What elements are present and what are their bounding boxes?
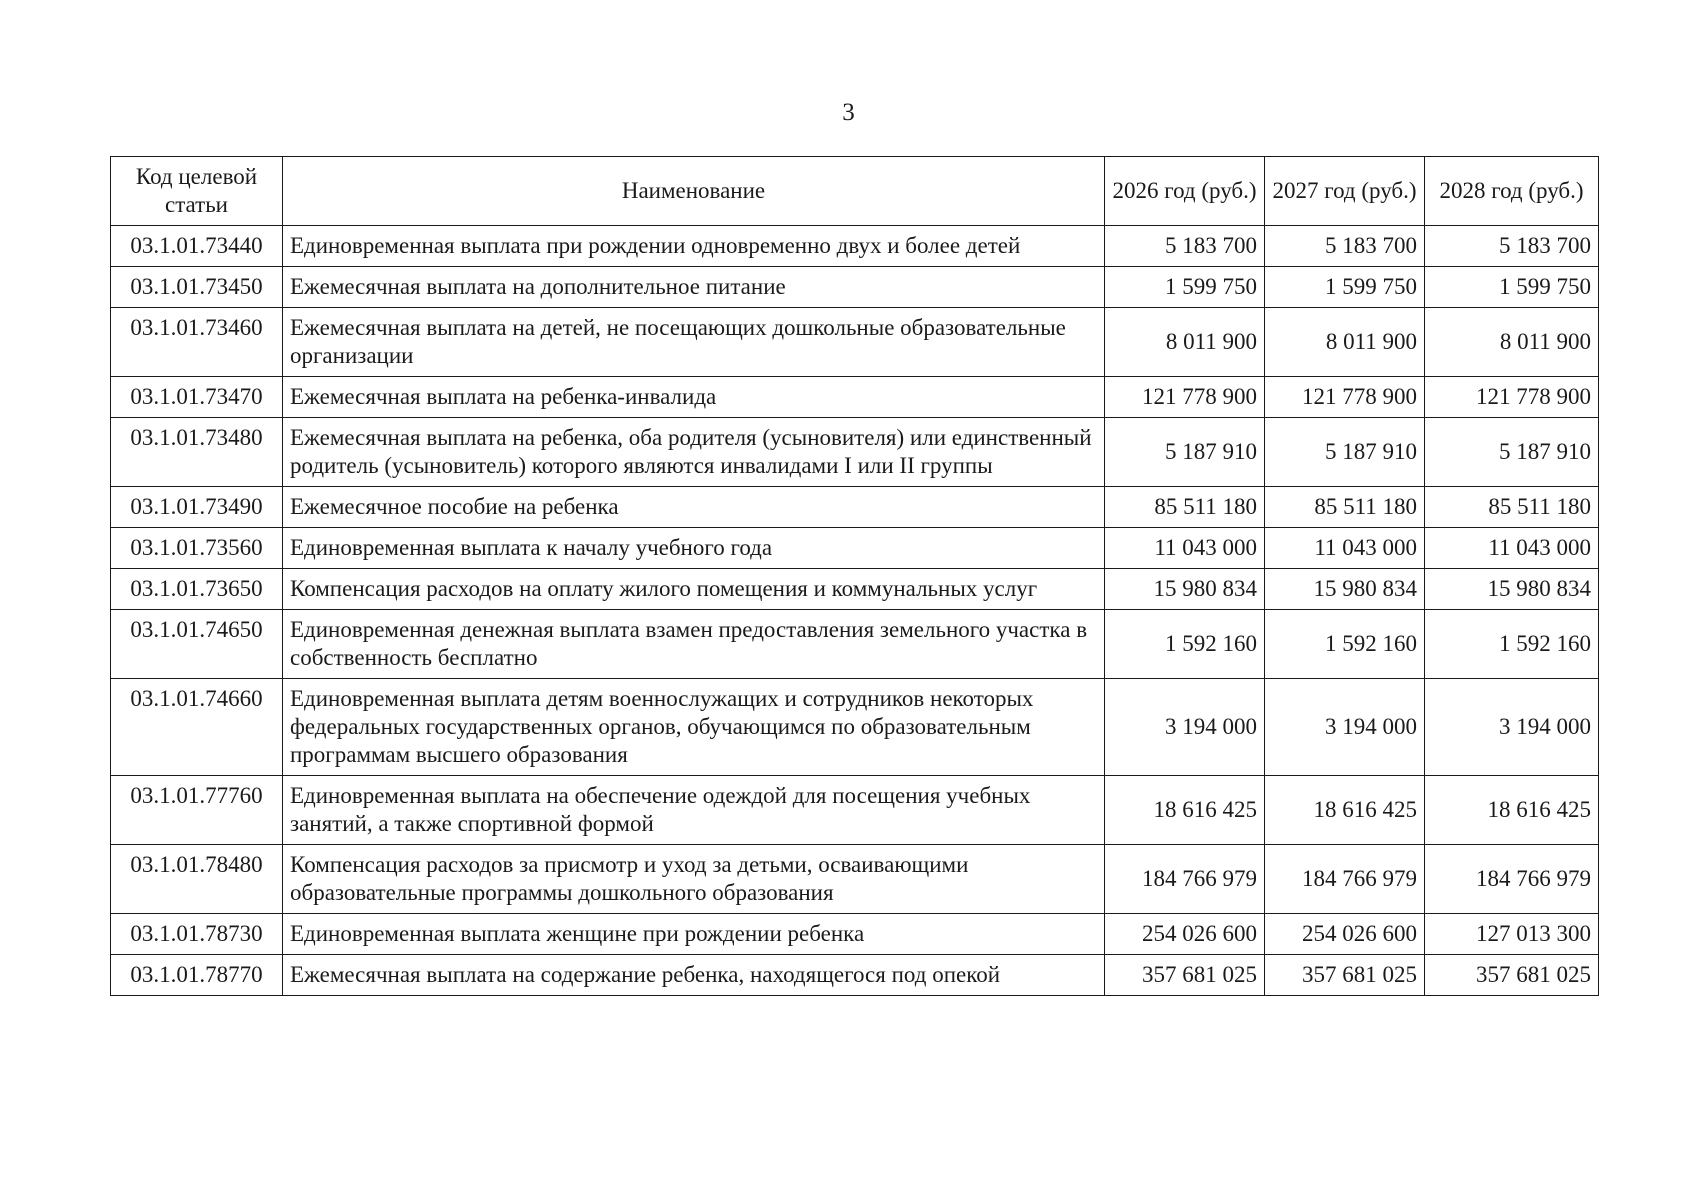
name-cell: Ежемесячная выплата на ребенка-инвалида xyxy=(283,377,1105,418)
amount-2027-cell: 18 616 425 xyxy=(1265,776,1425,845)
amount-2028-cell: 3 194 000 xyxy=(1425,679,1599,776)
table-row xyxy=(111,845,1599,914)
code-cell: 03.1.01.74650 xyxy=(111,610,283,679)
table-row xyxy=(111,955,1599,996)
code-cell: 03.1.01.74660 xyxy=(111,679,283,776)
amount-2028-cell: 11 043 000 xyxy=(1425,528,1599,569)
amount-2028-cell: 18 616 425 xyxy=(1425,776,1599,845)
header-name: Наименование xyxy=(283,157,1105,226)
table-row xyxy=(111,914,1599,955)
code-cell: 03.1.01.73440 xyxy=(111,226,283,267)
amount-2028-cell: 184 766 979 xyxy=(1425,845,1599,914)
table-row xyxy=(111,308,1599,377)
table-row xyxy=(111,487,1599,528)
name-cell: Ежемесячная выплата на дополнительное питание xyxy=(283,267,1105,308)
amount-2028-cell: 357 681 025 xyxy=(1425,955,1599,996)
amount-2028-cell: 1 592 160 xyxy=(1425,610,1599,679)
amount-2028-cell: 5 183 700 xyxy=(1425,226,1599,267)
table-body xyxy=(111,226,1599,996)
amount-2028-cell: 15 980 834 xyxy=(1425,569,1599,610)
header-year-2027: 2027 год (руб.) xyxy=(1265,157,1425,226)
code-cell: 03.1.01.73470 xyxy=(111,377,283,418)
table-row xyxy=(111,679,1599,776)
amount-2026-cell: 18 616 425 xyxy=(1105,776,1265,845)
name-cell: Компенсация расходов за присмотр и уход за детьми, осваивающими образовательные программы дошкольного образования xyxy=(283,845,1105,914)
code-cell: 03.1.01.73450 xyxy=(111,267,283,308)
amount-2027-cell: 121 778 900 xyxy=(1265,377,1425,418)
code-cell: 03.1.01.73490 xyxy=(111,487,283,528)
amount-2028-cell: 1 599 750 xyxy=(1425,267,1599,308)
amount-2026-cell: 184 766 979 xyxy=(1105,845,1265,914)
page-number: 3 xyxy=(842,99,855,126)
amount-2026-cell: 15 980 834 xyxy=(1105,569,1265,610)
amount-2028-cell: 121 778 900 xyxy=(1425,377,1599,418)
amount-2027-cell: 1 592 160 xyxy=(1265,610,1425,679)
table-row xyxy=(111,226,1599,267)
header-code: Код целевой статьи xyxy=(111,157,283,226)
amount-2026-cell: 357 681 025 xyxy=(1105,955,1265,996)
amount-2026-cell: 8 011 900 xyxy=(1105,308,1265,377)
amount-2026-cell: 121 778 900 xyxy=(1105,377,1265,418)
table-row xyxy=(111,776,1599,845)
name-cell: Компенсация расходов на оплату жилого помещения и коммунальных услуг xyxy=(283,569,1105,610)
amount-2027-cell: 15 980 834 xyxy=(1265,569,1425,610)
amount-2026-cell: 1 599 750 xyxy=(1105,267,1265,308)
name-cell: Ежемесячная выплата на содержание ребенка, находящегося под опекой xyxy=(283,955,1105,996)
amount-2026-cell: 254 026 600 xyxy=(1105,914,1265,955)
amount-2027-cell: 3 194 000 xyxy=(1265,679,1425,776)
table-row xyxy=(111,569,1599,610)
amount-2028-cell: 85 511 180 xyxy=(1425,487,1599,528)
amount-2026-cell: 85 511 180 xyxy=(1105,487,1265,528)
amount-2028-cell: 5 187 910 xyxy=(1425,418,1599,487)
name-cell: Ежемесячная выплата на ребенка, оба родителя (усыновителя) или единственный родитель (усыновитель) которого являются инвалидами I или II группы xyxy=(283,418,1105,487)
name-cell: Единовременная выплата к началу учебного года xyxy=(283,528,1105,569)
amount-2027-cell: 357 681 025 xyxy=(1265,955,1425,996)
amount-2027-cell: 85 511 180 xyxy=(1265,487,1425,528)
amount-2026-cell: 3 194 000 xyxy=(1105,679,1265,776)
amount-2027-cell: 254 026 600 xyxy=(1265,914,1425,955)
code-cell: 03.1.01.73460 xyxy=(111,308,283,377)
amount-2027-cell: 5 187 910 xyxy=(1265,418,1425,487)
name-cell: Единовременная выплата женщине при рождении ребенка xyxy=(283,914,1105,955)
code-cell: 03.1.01.78770 xyxy=(111,955,283,996)
amount-2027-cell: 184 766 979 xyxy=(1265,845,1425,914)
header-year-2026: 2026 год (руб.) xyxy=(1105,157,1265,226)
budget-table xyxy=(110,156,1599,996)
amount-2027-cell: 8 011 900 xyxy=(1265,308,1425,377)
name-cell: Единовременная выплата на обеспечение одеждой для посещения учебных занятий, а также спортивной формой xyxy=(283,776,1105,845)
code-cell: 03.1.01.73650 xyxy=(111,569,283,610)
code-cell: 03.1.01.78730 xyxy=(111,914,283,955)
amount-2026-cell: 1 592 160 xyxy=(1105,610,1265,679)
name-cell: Ежемесячная выплата на детей, не посещающих дошкольные образовательные организации xyxy=(283,308,1105,377)
table-row xyxy=(111,610,1599,679)
amount-2028-cell: 127 013 300 xyxy=(1425,914,1599,955)
table-header-row xyxy=(111,157,1599,226)
table-row xyxy=(111,528,1599,569)
code-cell: 03.1.01.77760 xyxy=(111,776,283,845)
code-cell: 03.1.01.73560 xyxy=(111,528,283,569)
table-row xyxy=(111,267,1599,308)
amount-2028-cell: 8 011 900 xyxy=(1425,308,1599,377)
amount-2026-cell: 5 187 910 xyxy=(1105,418,1265,487)
amount-2027-cell: 1 599 750 xyxy=(1265,267,1425,308)
amount-2027-cell: 5 183 700 xyxy=(1265,226,1425,267)
name-cell: Ежемесячное пособие на ребенка xyxy=(283,487,1105,528)
name-cell: Единовременная выплата детям военнослужащих и сотрудников некоторых федеральных государственных органов, обучающимся по образовательным программам высшего образования xyxy=(283,679,1105,776)
name-cell: Единовременная денежная выплата взамен предоставления земельного участка в собственность бесплатно xyxy=(283,610,1105,679)
amount-2027-cell: 11 043 000 xyxy=(1265,528,1425,569)
name-cell: Единовременная выплата при рождении одновременно двух и более детей xyxy=(283,226,1105,267)
amount-2026-cell: 11 043 000 xyxy=(1105,528,1265,569)
table-row xyxy=(111,418,1599,487)
code-cell: 03.1.01.78480 xyxy=(111,845,283,914)
table-row xyxy=(111,377,1599,418)
header-year-2028: 2028 год (руб.) xyxy=(1425,157,1599,226)
amount-2026-cell: 5 183 700 xyxy=(1105,226,1265,267)
code-cell: 03.1.01.73480 xyxy=(111,418,283,487)
